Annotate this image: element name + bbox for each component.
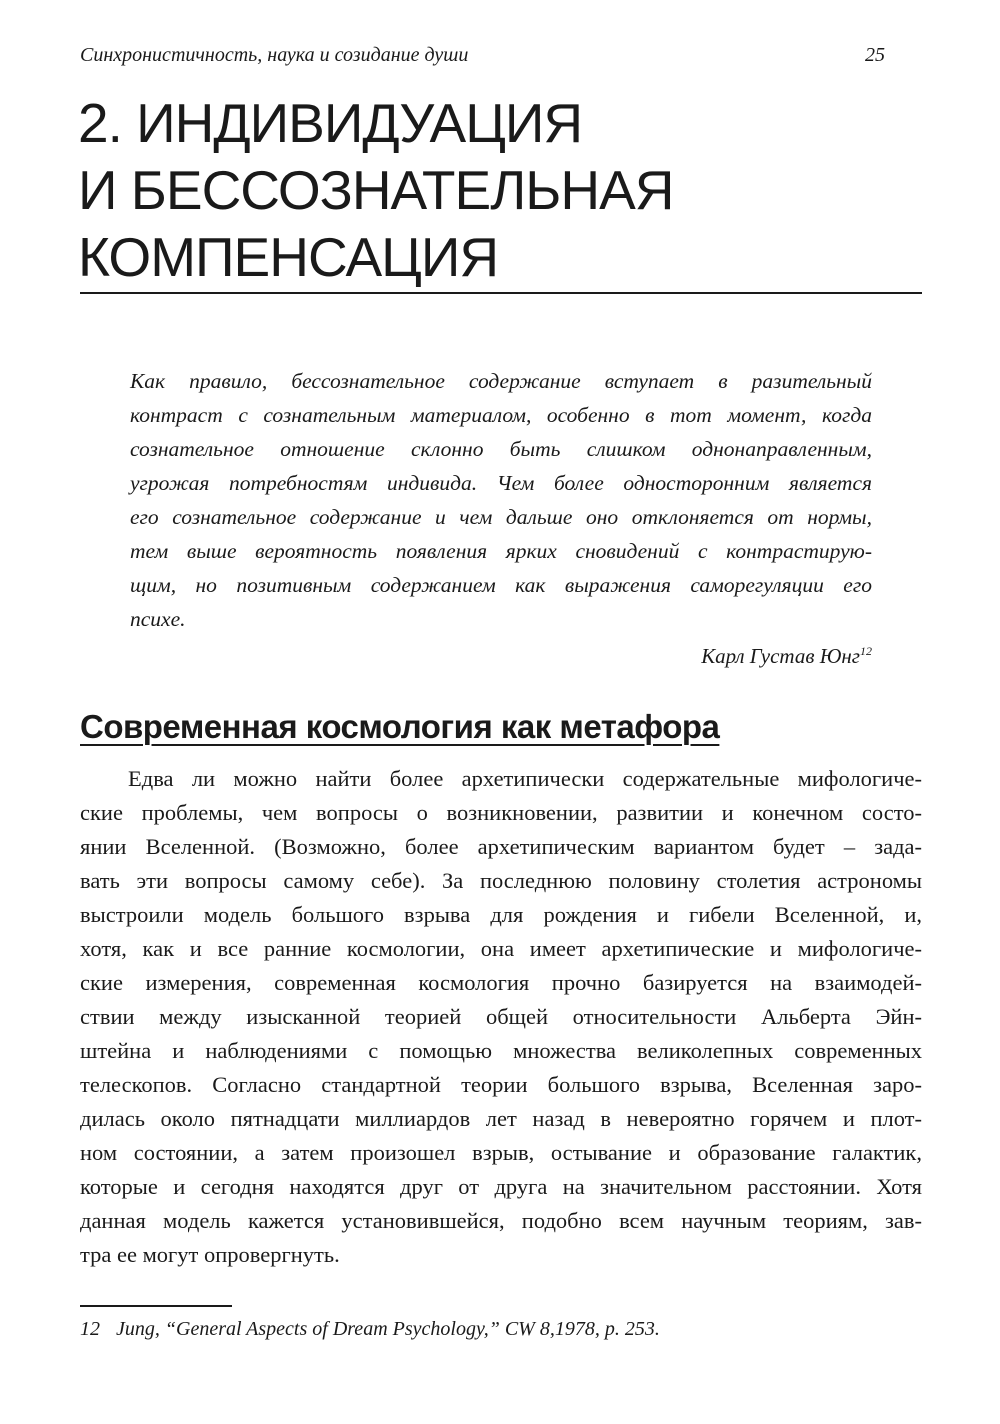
page-number: 25 xyxy=(865,44,885,66)
chapter-title xyxy=(78,90,923,291)
paragraph-line: вать эти вопросы самому себе). За последнюю половину столетия астрономы xyxy=(80,868,922,893)
epigraph-author xyxy=(701,644,872,669)
paragraph-line: данная модель кажется установившейся, подобно всем научным теориям, зав- xyxy=(80,1208,922,1233)
epigraph-line: его сознательное содержание и чем дальше оно отклоняется от нормы, xyxy=(130,505,872,529)
paragraph-line: ские проблемы, чем вопросы о возникновении, развитии и конечном состо- xyxy=(80,800,922,825)
epigraph-line: угрожая потребностям индивида. Чем более односторонним является xyxy=(130,471,872,495)
paragraph-line: выстроили модель большого взрыва для рождения и гибели Вселенной, и, xyxy=(80,902,922,927)
chapter-title-rule xyxy=(80,292,922,294)
epigraph-author-name: Карл Густав Юнг xyxy=(701,644,860,668)
paragraph-line: янии Вселенной. (Возможно, более архетипическим вариантом будет – зада- xyxy=(80,834,922,859)
epigraph-line: тем выше вероятность появления ярких сновидений с контрастирую- xyxy=(130,539,872,563)
paragraph-line: ном состоянии, а затем произошел взрыв, остывание и образование галактик, xyxy=(80,1140,922,1165)
epigraph-line: контраст с сознательным материалом, особенно в тот момент, когда xyxy=(130,403,872,427)
epigraph-line: щим, но позитивным содержанием как выражения саморегуляции его xyxy=(130,573,872,597)
paragraph-line: Едва ли можно найти более архетипически содержательные мифологиче- xyxy=(128,766,922,791)
epigraph-line: сознательное отношение склонно быть слишком однонаправленным, xyxy=(130,437,872,461)
paragraph-line: ствии между изысканной теорией общей относительности Альберта Эйн- xyxy=(80,1004,922,1029)
epigraph-line: Как правило, бессознательное содержание вступает в разительный xyxy=(130,369,872,393)
paragraph-line: хотя, как и все ранние космологии, она имеет архетипические и мифологиче- xyxy=(80,936,922,961)
running-head-title: Синхронистичность, наука и созидание души xyxy=(80,44,469,66)
chapter-title-line: КОМПЕНСАЦИЯ xyxy=(78,226,499,288)
chapter-title-line: 2. ИНДИВИДУАЦИЯ xyxy=(78,92,583,154)
section-heading: Современная космология как метафора xyxy=(80,708,720,745)
footnote-number: 12 xyxy=(80,1318,100,1340)
footnote-reference: 12 xyxy=(860,644,872,658)
epigraph-line: психе. xyxy=(130,607,186,631)
paragraph-line: которые и сегодня находятся друг от друга на значительном расстоянии. Хотя xyxy=(80,1174,922,1199)
paragraph-line: дилась около пятнадцати миллиардов лет назад в невероятно горячем и плот- xyxy=(80,1106,922,1131)
paragraph-line: телескопов. Согласно стандартной теории большого взрыва, Вселенная заро- xyxy=(80,1072,922,1097)
running-head xyxy=(80,44,885,74)
footnote-separator xyxy=(80,1305,232,1307)
footnote-text: Jung, “General Aspects of Dream Psychology,” CW 8,1978, p. 253. xyxy=(116,1318,660,1340)
chapter-title-line: И БЕССОЗНАТЕЛЬНАЯ xyxy=(78,159,674,221)
epigraph-quote xyxy=(130,364,872,636)
footnote xyxy=(80,1318,660,1341)
body-paragraph xyxy=(80,762,922,1272)
paragraph-line: ские измерения, современная космология прочно базируется на взаимодей- xyxy=(80,970,922,995)
paragraph-line: штейна и наблюдениями с помощью множества великолепных современных xyxy=(80,1038,922,1063)
paragraph-line: тра ее могут опровергнуть. xyxy=(80,1242,340,1267)
